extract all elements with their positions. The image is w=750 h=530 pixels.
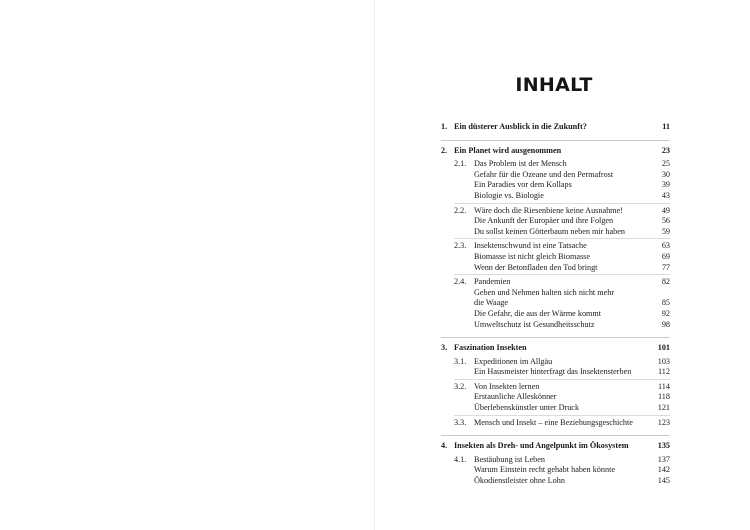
section-number: 2.3. — [454, 241, 467, 251]
section-number: 3.3. — [454, 417, 467, 427]
subsection-title: Ökodienstleister ohne Lohn — [474, 476, 565, 486]
section-title: Mensch und Insekt – eine Beziehungsgeschichte — [474, 417, 633, 427]
subsection-page: 142 — [657, 465, 670, 475]
subsection-title: Überlebenskünstler unter Druck — [474, 403, 580, 413]
subsection-title: Ein Hausmeister hinterfragt das Insektensterben — [474, 367, 632, 377]
chapter-title: Faszination Insekten — [454, 343, 527, 353]
subsection-page: 69 — [661, 251, 670, 261]
toc-section — [454, 382, 670, 416]
toc-section — [454, 277, 670, 331]
subsection-entry — [454, 476, 670, 487]
section-page: 25 — [661, 159, 670, 169]
chapter-title: Insekten als Dreh- und Angelpunkt im Ökosystem — [454, 441, 629, 451]
subsection-entry — [454, 180, 670, 191]
subsection-title: Die Gefahr, die aus der Wärme kommt — [474, 308, 602, 318]
section-entry — [454, 241, 670, 252]
section-entry — [454, 382, 670, 393]
subsection-entry — [454, 392, 670, 403]
subsection-page: 30 — [661, 169, 670, 179]
subsection-title: Umweltschutz ist Gesundheitsschutz — [474, 319, 595, 329]
section-number: 2.2. — [454, 205, 467, 215]
subsection-entry — [454, 465, 670, 476]
toc-title: INHALT — [515, 74, 593, 96]
section-page: 103 — [657, 356, 670, 366]
section-entry — [454, 357, 670, 368]
chapter-entry — [441, 441, 670, 452]
subsection-title: Biologie vs. Biologie — [474, 190, 544, 200]
section-title: Bestäubung ist Leben — [474, 454, 545, 464]
subsection-title: Du sollst keinen Götterbaum neben mir haben — [474, 226, 625, 236]
toc-chapter — [441, 441, 670, 493]
subsection-title: die Waage — [474, 298, 508, 308]
subsection-title: Gefahr für die Ozeane und den Permafrost — [474, 169, 614, 179]
toc-section — [454, 241, 670, 275]
subsection-entry — [454, 170, 670, 181]
toc-section — [454, 455, 670, 488]
subsection-entry — [454, 403, 670, 414]
section-entry — [454, 159, 670, 170]
chapter-title: Ein Planet wird ausgenommen — [454, 145, 562, 155]
subsection-entry — [454, 263, 670, 274]
section-page: 49 — [661, 205, 670, 215]
section-title: Expeditionen im Allgäu — [474, 356, 553, 366]
section-title: Insektenschwund ist eine Tatsache — [474, 241, 587, 251]
subsection-page: 39 — [661, 180, 670, 190]
subsection-entry — [454, 227, 670, 238]
subsection-title: Warum Einstein recht gehabt haben könnte — [474, 465, 615, 475]
section-page: 137 — [657, 454, 670, 464]
subsection-page: 56 — [661, 216, 670, 226]
section-number: 2.1. — [454, 159, 467, 169]
section-number: 2.4. — [454, 277, 467, 287]
section-title: Das Problem ist der Mensch — [474, 159, 567, 169]
toc-section — [454, 357, 670, 380]
subsection-title: Erstaunliche Alleskönner — [474, 392, 557, 402]
section-entry — [454, 418, 670, 429]
subsection-page: 59 — [661, 226, 670, 236]
section-page: 63 — [661, 241, 670, 251]
subsection-page: 121 — [657, 403, 670, 413]
subsection-entry — [454, 252, 670, 263]
section-entry — [454, 277, 670, 288]
section-number: 4.1. — [454, 454, 467, 464]
chapter-number: 4. — [441, 441, 448, 451]
section-entry — [454, 455, 670, 466]
chapter-page: 101 — [657, 343, 670, 353]
section-title: Wäre doch die Riesenbiene keine Ausnahme! — [474, 205, 623, 215]
chapter-entry — [441, 122, 670, 133]
subsection-page: 85 — [661, 298, 670, 308]
subsection-page: 145 — [657, 476, 670, 486]
chapter-number: 1. — [441, 122, 448, 131]
subsection-entry — [454, 288, 670, 299]
section-page: 82 — [661, 277, 670, 287]
toc-chapter — [441, 146, 670, 339]
section-title: Pandemien — [474, 277, 511, 287]
section-title: Von Insekten lernen — [474, 381, 540, 391]
subsection-page: 43 — [661, 190, 670, 200]
subsection-page: 77 — [661, 262, 670, 272]
subsection-entry — [454, 309, 670, 320]
subsection-page: 118 — [658, 392, 670, 402]
subsection-title: Ein Paradies vor dem Kollaps — [474, 180, 572, 190]
subsection-page: 98 — [661, 319, 670, 329]
subsection-entry — [454, 216, 670, 227]
subsection-title: Wenn der Betonfladen den Tod bringt — [474, 262, 598, 272]
subsection-title: Geben und Nehmen halten sich nicht mehr — [474, 287, 615, 297]
chapter-page: 135 — [657, 441, 670, 451]
subsection-title: Biomasse ist nicht gleich Biomasse — [474, 251, 590, 261]
section-page: 123 — [657, 417, 670, 427]
toc-section — [454, 159, 670, 203]
subsection-entry — [454, 367, 670, 378]
page-gutter — [374, 0, 375, 530]
section-number: 3.1. — [454, 356, 467, 366]
section-page: 114 — [658, 381, 670, 391]
chapter-title: Ein düsterer Ausblick in die Zukunft? — [454, 122, 587, 131]
subsection-title: Die Ankunft der Europäer und ihre Folgen — [474, 216, 614, 226]
section-number: 3.2. — [454, 381, 467, 391]
chapter-number: 3. — [441, 343, 448, 353]
chapter-page: 11 — [662, 122, 670, 131]
chapter-number: 2. — [441, 145, 448, 155]
subsection-page: 112 — [658, 367, 670, 377]
subsection-entry — [454, 320, 670, 331]
chapter-page: 23 — [661, 145, 670, 155]
chapter-entry — [441, 343, 670, 354]
table-of-contents — [441, 120, 670, 499]
chapter-entry — [441, 146, 670, 157]
toc-chapter — [441, 122, 670, 141]
toc-chapter — [441, 343, 670, 436]
toc-section — [454, 206, 670, 240]
subsection-page: 92 — [661, 308, 670, 318]
section-entry — [454, 206, 670, 217]
toc-section — [454, 418, 670, 430]
subsection-entry — [454, 298, 670, 309]
subsection-entry — [454, 191, 670, 202]
